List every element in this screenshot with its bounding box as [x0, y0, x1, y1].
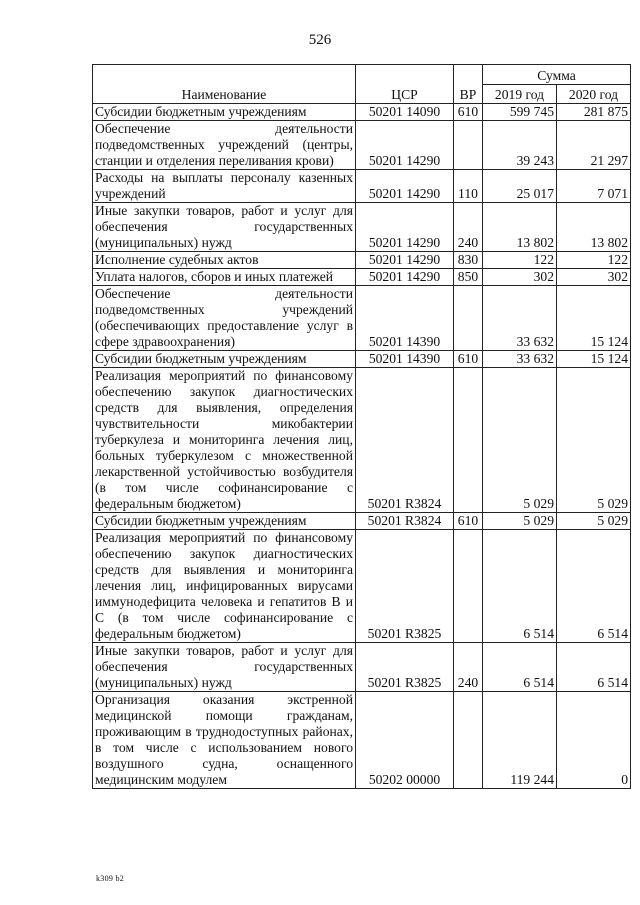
table-row — [93, 513, 631, 530]
row-csr: 50201 14290 — [356, 121, 454, 170]
row-vr — [454, 692, 483, 789]
row-sum-2019: 13 802 — [483, 203, 557, 252]
table-row — [93, 643, 631, 692]
table-row — [93, 203, 631, 252]
table-header — [93, 65, 631, 104]
header-vr: ВР — [454, 65, 483, 104]
row-sum-2019: 5 029 — [483, 368, 557, 513]
row-csr: 50201 14290 — [356, 203, 454, 252]
row-name: Обеспечение деятельности подведомственных учреждений (обеспечивающих предоставление услуг в сфере здравоохранения) — [93, 286, 356, 351]
row-sum-2019: 33 632 — [483, 286, 557, 351]
row-sum-2019: 33 632 — [483, 351, 557, 368]
row-vr — [454, 530, 483, 643]
header-csr: ЦСР — [356, 65, 454, 104]
row-sum-2020: 6 514 — [557, 643, 631, 692]
row-name: Субсидии бюджетным учреждениям — [93, 104, 356, 121]
row-name: Иные закупки товаров, работ и услуг для обеспечения государственных (муниципальных) нужд — [93, 643, 356, 692]
row-sum-2020: 6 514 — [557, 530, 631, 643]
table-row — [93, 530, 631, 643]
row-name: Субсидии бюджетным учреждениям — [93, 513, 356, 530]
row-name: Субсидии бюджетным учреждениям — [93, 351, 356, 368]
row-csr: 50201 R3825 — [356, 643, 454, 692]
row-vr: 830 — [454, 252, 483, 269]
row-csr: 50201 R3824 — [356, 513, 454, 530]
budget-table — [92, 64, 631, 789]
row-sum-2019: 5 029 — [483, 513, 557, 530]
row-csr: 50201 R3825 — [356, 530, 454, 643]
table-row — [93, 252, 631, 269]
row-name: Уплата налогов, сборов и иных платежей — [93, 269, 356, 286]
row-sum-2020: 5 029 — [557, 368, 631, 513]
table-row — [93, 104, 631, 121]
row-name: Реализация мероприятий по финансовому обеспечению закупок диагностических средств для выявления, определения чувствительности микобактерии туберкулеза и мониторинга лечения лиц, больных туберкулезом с множественной лекарственной устойчивостью возбудителя (в том числе софинансирование с федеральным бюджетом) — [93, 368, 356, 513]
row-vr: 850 — [454, 269, 483, 286]
row-csr: 50201 14290 — [356, 269, 454, 286]
row-vr: 610 — [454, 351, 483, 368]
header-sum: Сумма — [483, 65, 631, 85]
row-sum-2020: 15 124 — [557, 351, 631, 368]
row-sum-2020: 0 — [557, 692, 631, 789]
table-body — [93, 104, 631, 789]
row-sum-2020: 21 297 — [557, 121, 631, 170]
header-year-2020: 2020 год — [557, 85, 631, 104]
row-csr: 50201 14290 — [356, 170, 454, 203]
row-sum-2019: 39 243 — [483, 121, 557, 170]
row-vr: 610 — [454, 104, 483, 121]
row-vr — [454, 286, 483, 351]
row-sum-2020: 13 802 — [557, 203, 631, 252]
row-sum-2020: 281 875 — [557, 104, 631, 121]
row-sum-2019: 6 514 — [483, 530, 557, 643]
row-vr: 610 — [454, 513, 483, 530]
table-row — [93, 121, 631, 170]
row-csr: 50201 14290 — [356, 252, 454, 269]
row-vr — [454, 368, 483, 513]
row-vr: 240 — [454, 643, 483, 692]
header-name: Наименование — [93, 65, 356, 104]
row-sum-2019: 6 514 — [483, 643, 557, 692]
row-csr: 50201 14390 — [356, 351, 454, 368]
row-sum-2020: 15 124 — [557, 286, 631, 351]
table-row — [93, 368, 631, 513]
table-row — [93, 286, 631, 351]
table-row — [93, 269, 631, 286]
row-name: Расходы на выплаты персоналу казенных учреждений — [93, 170, 356, 203]
table-row — [93, 351, 631, 368]
row-name: Реализация мероприятий по финансовому обеспечению закупок диагностических средств для выявления и мониторинга лечения лиц, инфицированных вирусами иммунодефицита человека и гепатитов В и С (в том числе софинансирование с федеральным бюджетом) — [93, 530, 356, 643]
row-sum-2020: 122 — [557, 252, 631, 269]
row-name: Исполнение судебных актов — [93, 252, 356, 269]
header-year-2019: 2019 год — [483, 85, 557, 104]
table-row — [93, 692, 631, 789]
row-sum-2020: 5 029 — [557, 513, 631, 530]
row-name: Обеспечение деятельности подведомственных учреждений (центры, станции и отделения переливания крови) — [93, 121, 356, 170]
row-name: Иные закупки товаров, работ и услуг для обеспечения государственных (муниципальных) нужд — [93, 203, 356, 252]
row-sum-2019: 25 017 — [483, 170, 557, 203]
table-row — [93, 170, 631, 203]
row-vr: 240 — [454, 203, 483, 252]
row-sum-2019: 302 — [483, 269, 557, 286]
row-csr: 50201 14390 — [356, 286, 454, 351]
row-name: Организация оказания экстренной медицинской помощи гражданам, проживающим в труднодоступных районах, в том числе с использованием нового воздушного судна, оснащенного медицинским модулем — [93, 692, 356, 789]
page-number: 526 — [308, 32, 332, 48]
footer-code: k309 b2 — [96, 874, 125, 883]
row-csr: 50202 00000 — [356, 692, 454, 789]
row-sum-2019: 599 745 — [483, 104, 557, 121]
row-sum-2019: 119 244 — [483, 692, 557, 789]
row-sum-2020: 7 071 — [557, 170, 631, 203]
row-sum-2020: 302 — [557, 269, 631, 286]
row-vr — [454, 121, 483, 170]
row-vr: 110 — [454, 170, 483, 203]
row-sum-2019: 122 — [483, 252, 557, 269]
row-csr: 50201 14090 — [356, 104, 454, 121]
row-csr: 50201 R3824 — [356, 368, 454, 513]
